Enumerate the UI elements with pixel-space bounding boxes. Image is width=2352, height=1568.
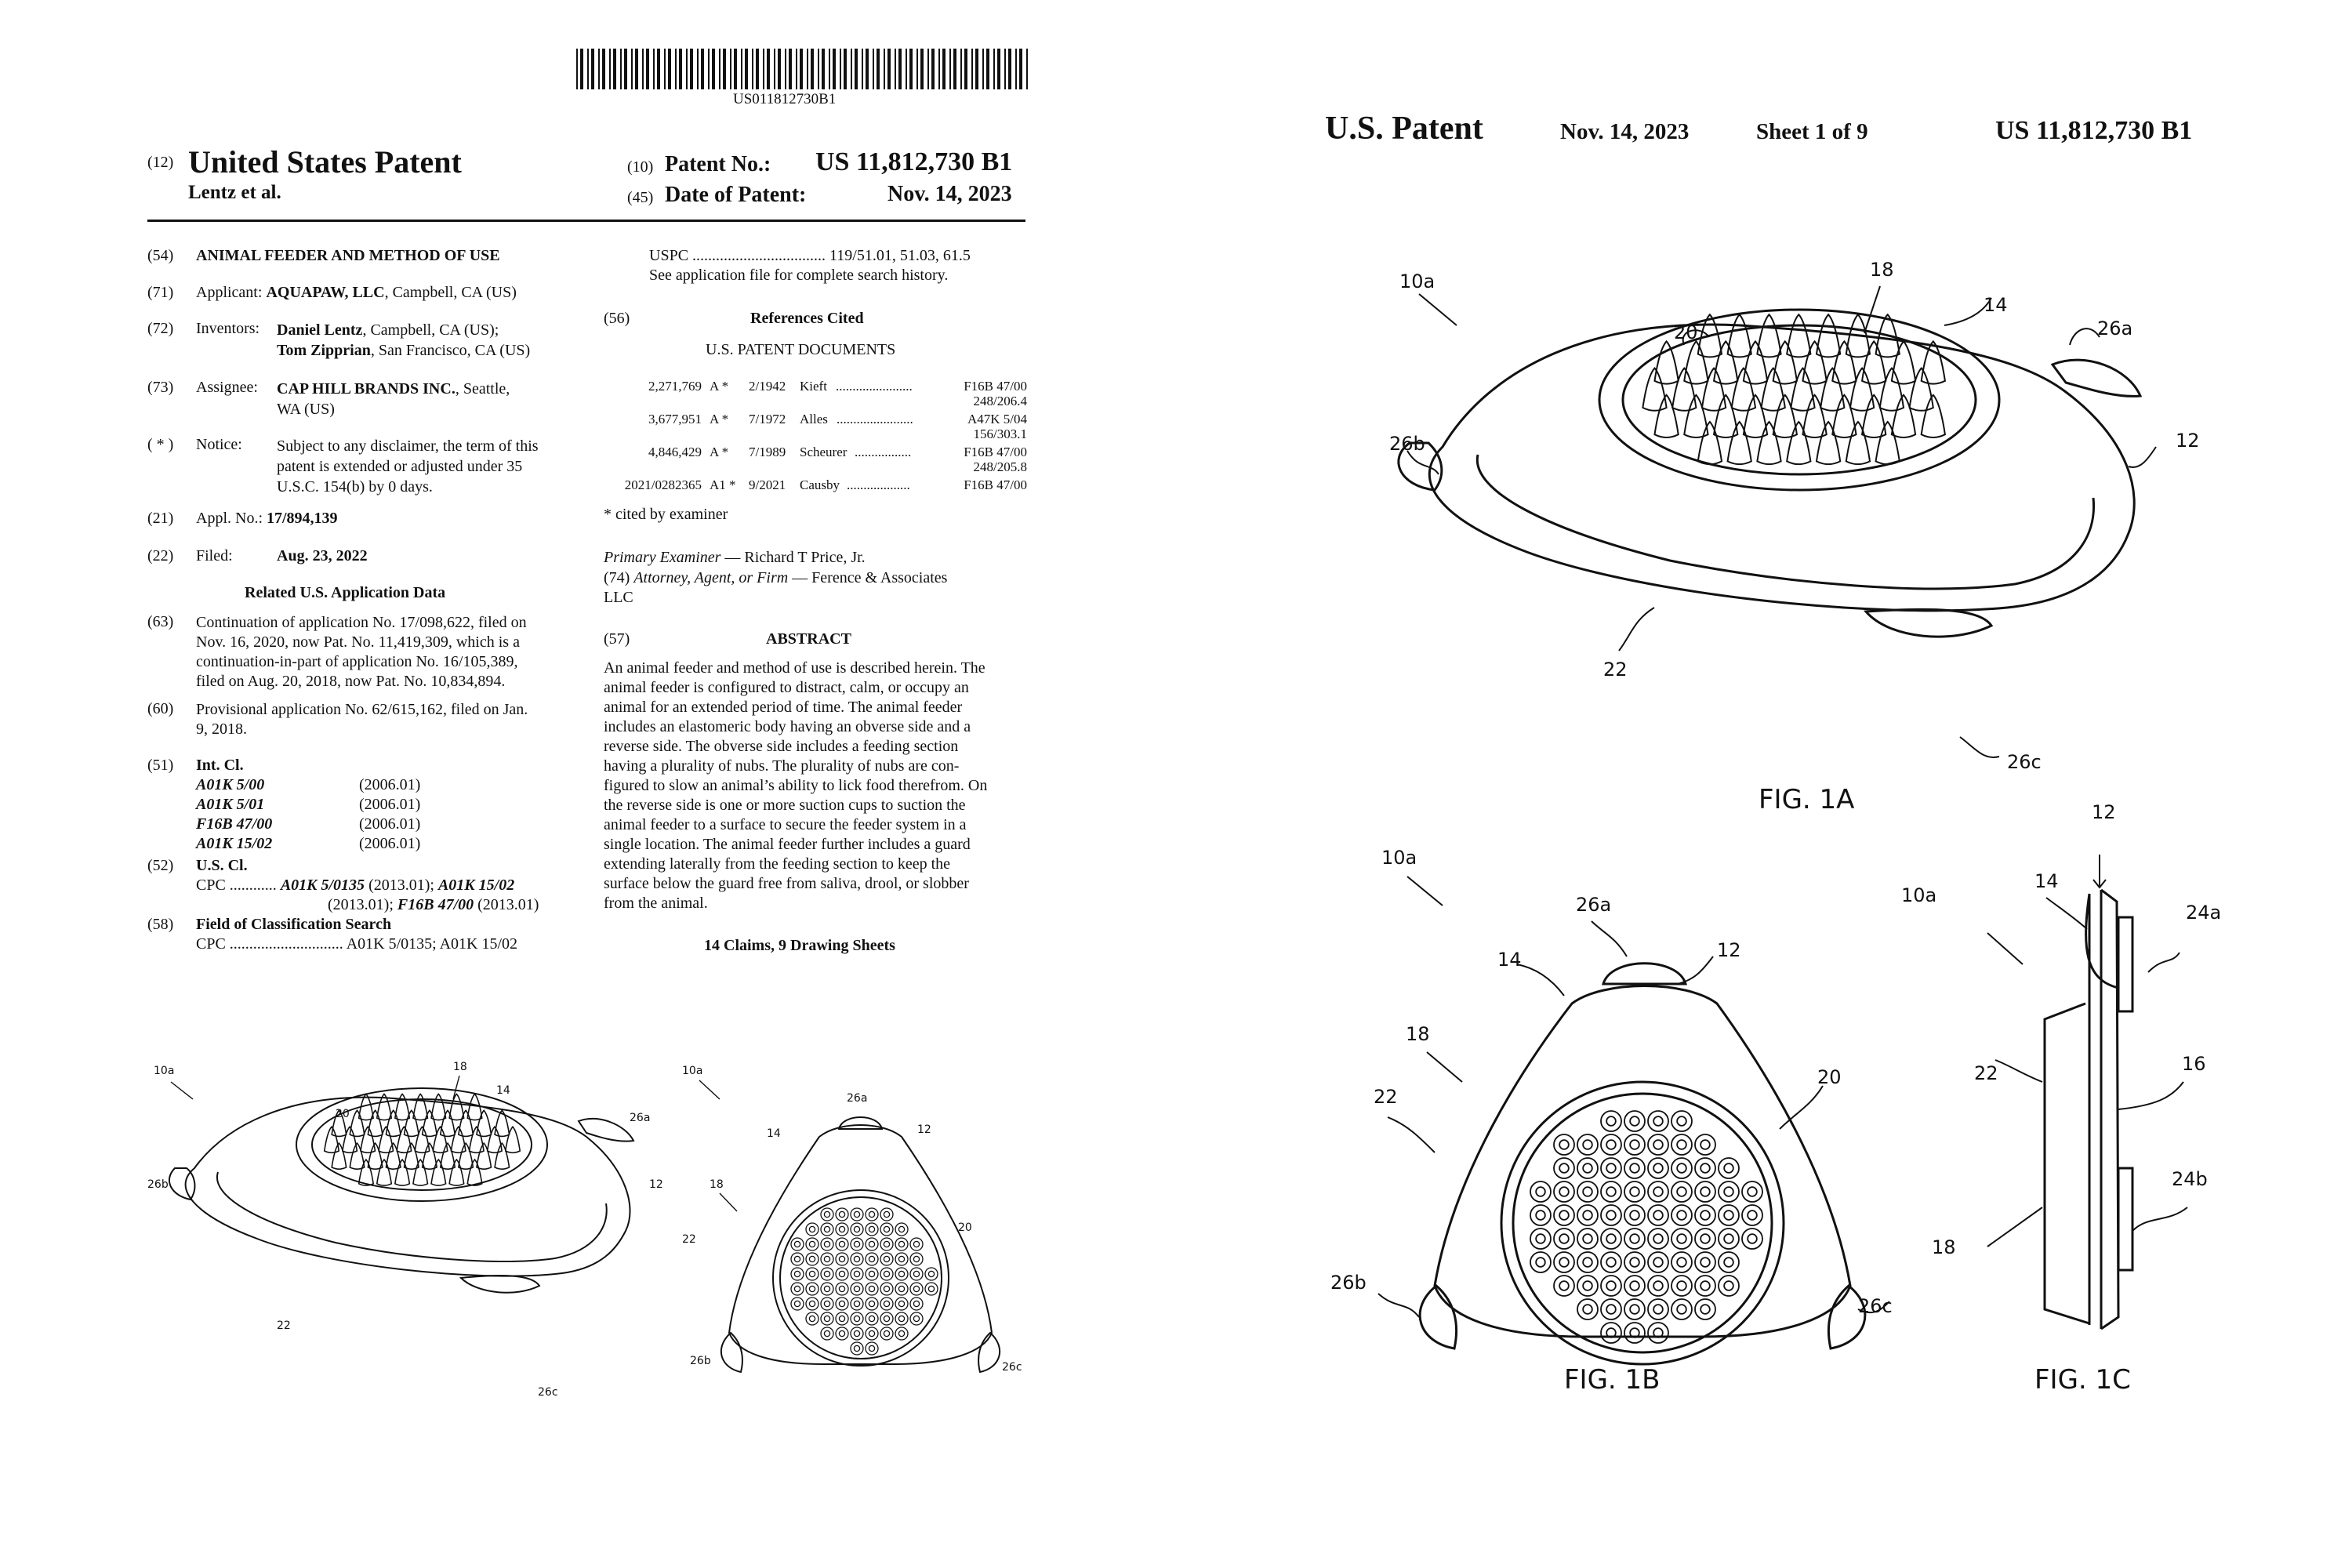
- label-26c: 26c: [1002, 1361, 1022, 1374]
- reference-num: 3,677,951: [648, 412, 702, 426]
- reference-cls: F16B 47/00: [964, 477, 1027, 492]
- label-26c: 26c: [538, 1386, 558, 1399]
- notice-label: Notice:: [196, 436, 242, 453]
- field-of-search-cpc: CPC ............................. A01K 5/0135; A01K 15/02: [196, 935, 518, 953]
- fig1b-leader-lines: [1333, 847, 1929, 1380]
- assignee: CAP HILL BRANDS INC., Seattle, WA (US): [277, 380, 510, 418]
- continuation-data: Continuation of application No. 17/098,622, filed on Nov. 16, 2020, now Pat. No. 11,419,309, which is a continuation-in-part of application No. 16/105,389, filed on Aug. 20, 2018, now Pat. No. 10,834,894.: [196, 614, 527, 690]
- code-22: (22): [147, 547, 174, 564]
- code-72: (72): [147, 320, 174, 337]
- reference-row: [604, 444, 1027, 477]
- fig1b-caption: FIG. 1B: [1564, 1364, 1661, 1396]
- code-51: (51): [147, 757, 174, 774]
- fig1a-leader-lines: [1364, 251, 2227, 800]
- barcode: [576, 49, 1031, 89]
- reference-sub: 156/303.1: [973, 426, 1027, 441]
- code-58: (58): [147, 916, 174, 933]
- notice-text: Subject to any disclaimer, the term of this patent is extended or adjusted under 35 U.S.C. 154(b) by 0 days.: [277, 437, 539, 495]
- code-45: (45): [627, 189, 654, 206]
- fig1a-caption: FIG. 1A: [1759, 784, 1855, 815]
- fig1c-label-22: 22: [1974, 1062, 1998, 1084]
- code-21: (21): [147, 510, 174, 527]
- fig1b-label-14: 14: [1497, 949, 1522, 971]
- claims-count: 14 Claims, 9 Drawing Sheets: [704, 937, 895, 954]
- front-page-fig1b-drawing: [682, 1051, 1035, 1403]
- header-divider: [147, 220, 1025, 222]
- patent-number-label: Patent No.:: [665, 152, 771, 176]
- reference-cls: F16B 47/00: [964, 445, 1027, 459]
- assignee-label: Assignee:: [196, 379, 258, 396]
- code-52: (52): [147, 857, 174, 874]
- us-patent-documents-heading: U.S. PATENT DOCUMENTS: [706, 341, 896, 358]
- reference-num: 4,846,429: [648, 445, 702, 459]
- reference-row: [604, 411, 1027, 444]
- abstract-heading: ABSTRACT: [766, 630, 851, 648]
- date-of-patent: Nov. 14, 2023: [887, 182, 1012, 206]
- reference-name: Kieft: [800, 379, 827, 394]
- inventors-short: Lentz et al.: [188, 182, 281, 203]
- fig1a-label-26a: 26a: [2097, 318, 2133, 339]
- fig1a-label-26c: 26c: [2007, 751, 2042, 773]
- primary-examiner: Primary Examiner — Richard T Price, Jr.: [604, 549, 866, 566]
- label-26b: 26b: [147, 1178, 169, 1191]
- code-57: (57): [604, 630, 630, 648]
- references-cited-heading: References Cited: [750, 310, 864, 327]
- reference-dots: ...................: [847, 477, 910, 492]
- provisional-data: Provisional application No. 62/615,162, filed on Jan. 9, 2018.: [196, 701, 528, 738]
- reference-row: [604, 477, 1027, 510]
- fig1c-label-24b: 24b: [2172, 1168, 2208, 1190]
- label-14: 14: [496, 1084, 510, 1097]
- reference-dots: .................: [855, 445, 912, 459]
- reference-name: Causby: [800, 477, 840, 492]
- fig1a-label-14: 14: [1984, 294, 2008, 316]
- abstract-line: animal for an extended period of time. The animal feeder: [604, 699, 963, 716]
- abstract-line: includes an elastomeric body having an obverse side and a: [604, 718, 971, 735]
- reference-cls: F16B 47/00: [964, 379, 1027, 394]
- attorney: (74) Attorney, Agent, or Firm — Ference & Associates LLC: [604, 569, 948, 606]
- cited-by-examiner: * cited by examiner: [604, 506, 728, 523]
- fig1c-label-18: 18: [1932, 1236, 1956, 1258]
- reference-date: 7/1972: [749, 412, 786, 426]
- label-20: 20: [336, 1108, 350, 1120]
- code-notice: ( * ): [147, 436, 174, 453]
- reference-kind: A1 *: [710, 477, 736, 492]
- application-number: Appl. No.: 17/894,139: [196, 510, 338, 527]
- code-73: (73): [147, 379, 174, 396]
- fig1c-label-14: 14: [2034, 870, 2059, 892]
- abstract-line: from the animal.: [604, 895, 708, 912]
- field-of-search-label: Field of Classification Search: [196, 916, 392, 933]
- fig1b-label-10a: 10a: [1381, 847, 1417, 869]
- label-14: 14: [767, 1127, 781, 1140]
- reference-sub: 248/206.4: [973, 394, 1027, 408]
- reference-num: 2021/0282365: [624, 477, 702, 492]
- abstract-line: surface below the guard free from saliva, drool, or slobber: [604, 875, 969, 892]
- abstract-text: [604, 659, 1027, 913]
- reference-kind: A *: [710, 445, 729, 459]
- label-26b: 26b: [690, 1355, 711, 1367]
- reference-date: 7/1989: [749, 445, 786, 459]
- label-12: 12: [917, 1123, 931, 1136]
- fig1c-label-10a: 10a: [1901, 884, 1937, 906]
- reference-kind: A *: [710, 379, 729, 394]
- fig1b-label-26a: 26a: [1576, 894, 1612, 916]
- reference-row: [604, 378, 1027, 411]
- fig1a-label-22: 22: [1603, 659, 1628, 681]
- sheet-header-patent-number: US 11,812,730 B1: [1995, 116, 2193, 145]
- sheet-header-sheet-number: Sheet 1 of 9: [1756, 119, 1868, 144]
- fig1c-caption: FIG. 1C: [2034, 1364, 2131, 1396]
- us-cl-label: U.S. Cl.: [196, 857, 248, 874]
- fig1a-label-10a: 10a: [1399, 270, 1436, 292]
- fig1b-label-26c: 26c: [1858, 1295, 1893, 1317]
- label-26a: 26a: [847, 1092, 868, 1105]
- fig1a-label-26b: 26b: [1389, 433, 1425, 455]
- abstract-line: the reverse side is one or more suction cups to suction the: [604, 797, 966, 814]
- code-63: (63): [147, 613, 174, 630]
- label-18: 18: [710, 1178, 724, 1191]
- label-22: 22: [682, 1233, 696, 1246]
- fig1c-label-16: 16: [2182, 1053, 2206, 1075]
- label-22: 22: [277, 1319, 291, 1332]
- sheet-header-date: Nov. 14, 2023: [1560, 119, 1690, 144]
- reference-dots: .......................: [837, 412, 913, 426]
- fig1c-label-12: 12: [2092, 801, 2116, 823]
- inventors: Daniel Lentz, Campbell, CA (US); Tom Zipprian, San Francisco, CA (US): [277, 321, 531, 359]
- abstract-line: animal feeder to a surface to secure the feeder system in a: [604, 816, 967, 833]
- code-54: (54): [147, 247, 174, 264]
- ref-labels: [147, 1061, 663, 1399]
- date-of-patent-label: Date of Patent:: [665, 183, 807, 207]
- fig1b-label-20: 20: [1817, 1066, 1842, 1088]
- code-12: (12): [147, 154, 174, 171]
- code-71: (71): [147, 284, 174, 301]
- code-56: (56): [604, 310, 630, 327]
- int-cl-table: A01K 5/00 (2006.01) A01K 5/01 (2006.01) F16B 47/00 (2006.01) A01K 15/02 (2006.01): [196, 776, 421, 852]
- applicant: Applicant: AQUAPAW, LLC, Campbell, CA (US): [196, 284, 517, 301]
- abstract-line: having a plurality of nubs. The plurality of nubs are con-: [604, 757, 960, 775]
- reference-cls: A47K 5/04: [967, 412, 1027, 426]
- label-12: 12: [649, 1178, 663, 1191]
- patent-number: US 11,812,730 B1: [815, 147, 1013, 176]
- filed-date: Aug. 23, 2022: [277, 547, 368, 564]
- label-10a: 10a: [682, 1065, 703, 1077]
- document-type: United States Patent: [188, 144, 462, 180]
- inventors-label: Inventors:: [196, 320, 260, 337]
- abstract-line: extending laterally from the feeding section to keep the: [604, 855, 951, 873]
- reference-sub: 248/205.8: [973, 459, 1027, 474]
- reference-date: 2/1942: [749, 379, 786, 394]
- references-list: [604, 378, 1027, 510]
- us-cl-cpc: CPC ............ A01K 5/0135 (2013.01); A01K 15/02 (2013.01); F16B 47/00 (2013.01): [196, 877, 539, 913]
- reference-kind: A *: [710, 412, 729, 426]
- related-data-heading: Related U.S. Application Data: [245, 584, 446, 601]
- filed-label: Filed:: [196, 547, 233, 564]
- fig1a-label-20: 20: [1674, 321, 1698, 343]
- reference-name: Scheurer: [800, 445, 848, 459]
- label-26a: 26a: [630, 1112, 651, 1124]
- fig1a-label-12: 12: [2176, 430, 2200, 452]
- code-10: (10): [627, 158, 654, 176]
- title: ANIMAL FEEDER AND METHOD OF USE: [196, 247, 500, 264]
- reference-num: 2,271,769: [648, 379, 702, 394]
- uspc-line: USPC .................................. 119/51.01, 51.03, 61.5: [649, 247, 971, 264]
- label-20: 20: [958, 1221, 972, 1234]
- barcode-number: US011812730B1: [733, 91, 837, 107]
- abstract-line: reverse side. The obverse side includes a feeding section: [604, 738, 959, 755]
- reference-dots: .......................: [836, 379, 913, 394]
- fig1b-label-18: 18: [1406, 1023, 1430, 1045]
- abstract-line: single location. The animal feeder further includes a guard: [604, 836, 971, 853]
- reference-date: 9/2021: [749, 477, 786, 492]
- fig1b-label-22: 22: [1374, 1086, 1398, 1108]
- fig1c-label-24a: 24a: [2186, 902, 2222, 924]
- sheet-header-us-patent: U.S. Patent: [1325, 111, 1483, 147]
- code-60: (60): [147, 700, 174, 717]
- fig1b-label-26b: 26b: [1330, 1272, 1367, 1294]
- fig1b-label-12: 12: [1717, 939, 1741, 961]
- fig1a-label-18: 18: [1870, 259, 1894, 281]
- reference-name: Alles: [800, 412, 828, 426]
- search-history-note: See application file for complete search history.: [649, 267, 949, 284]
- abstract-line: An animal feeder and method of use is described herein. The: [604, 659, 985, 677]
- label-18: 18: [453, 1061, 467, 1073]
- abstract-line: figured to slow an animal’s ability to lick food therefrom. On: [604, 777, 988, 794]
- front-page-fig1a-drawing: [147, 1051, 673, 1403]
- int-cl-label: Int. Cl.: [196, 757, 244, 774]
- label-10a: 10a: [154, 1065, 175, 1077]
- abstract-line: animal feeder is configured to distract, calm, or occupy an: [604, 679, 969, 696]
- feeder-perspective: [169, 1088, 633, 1293]
